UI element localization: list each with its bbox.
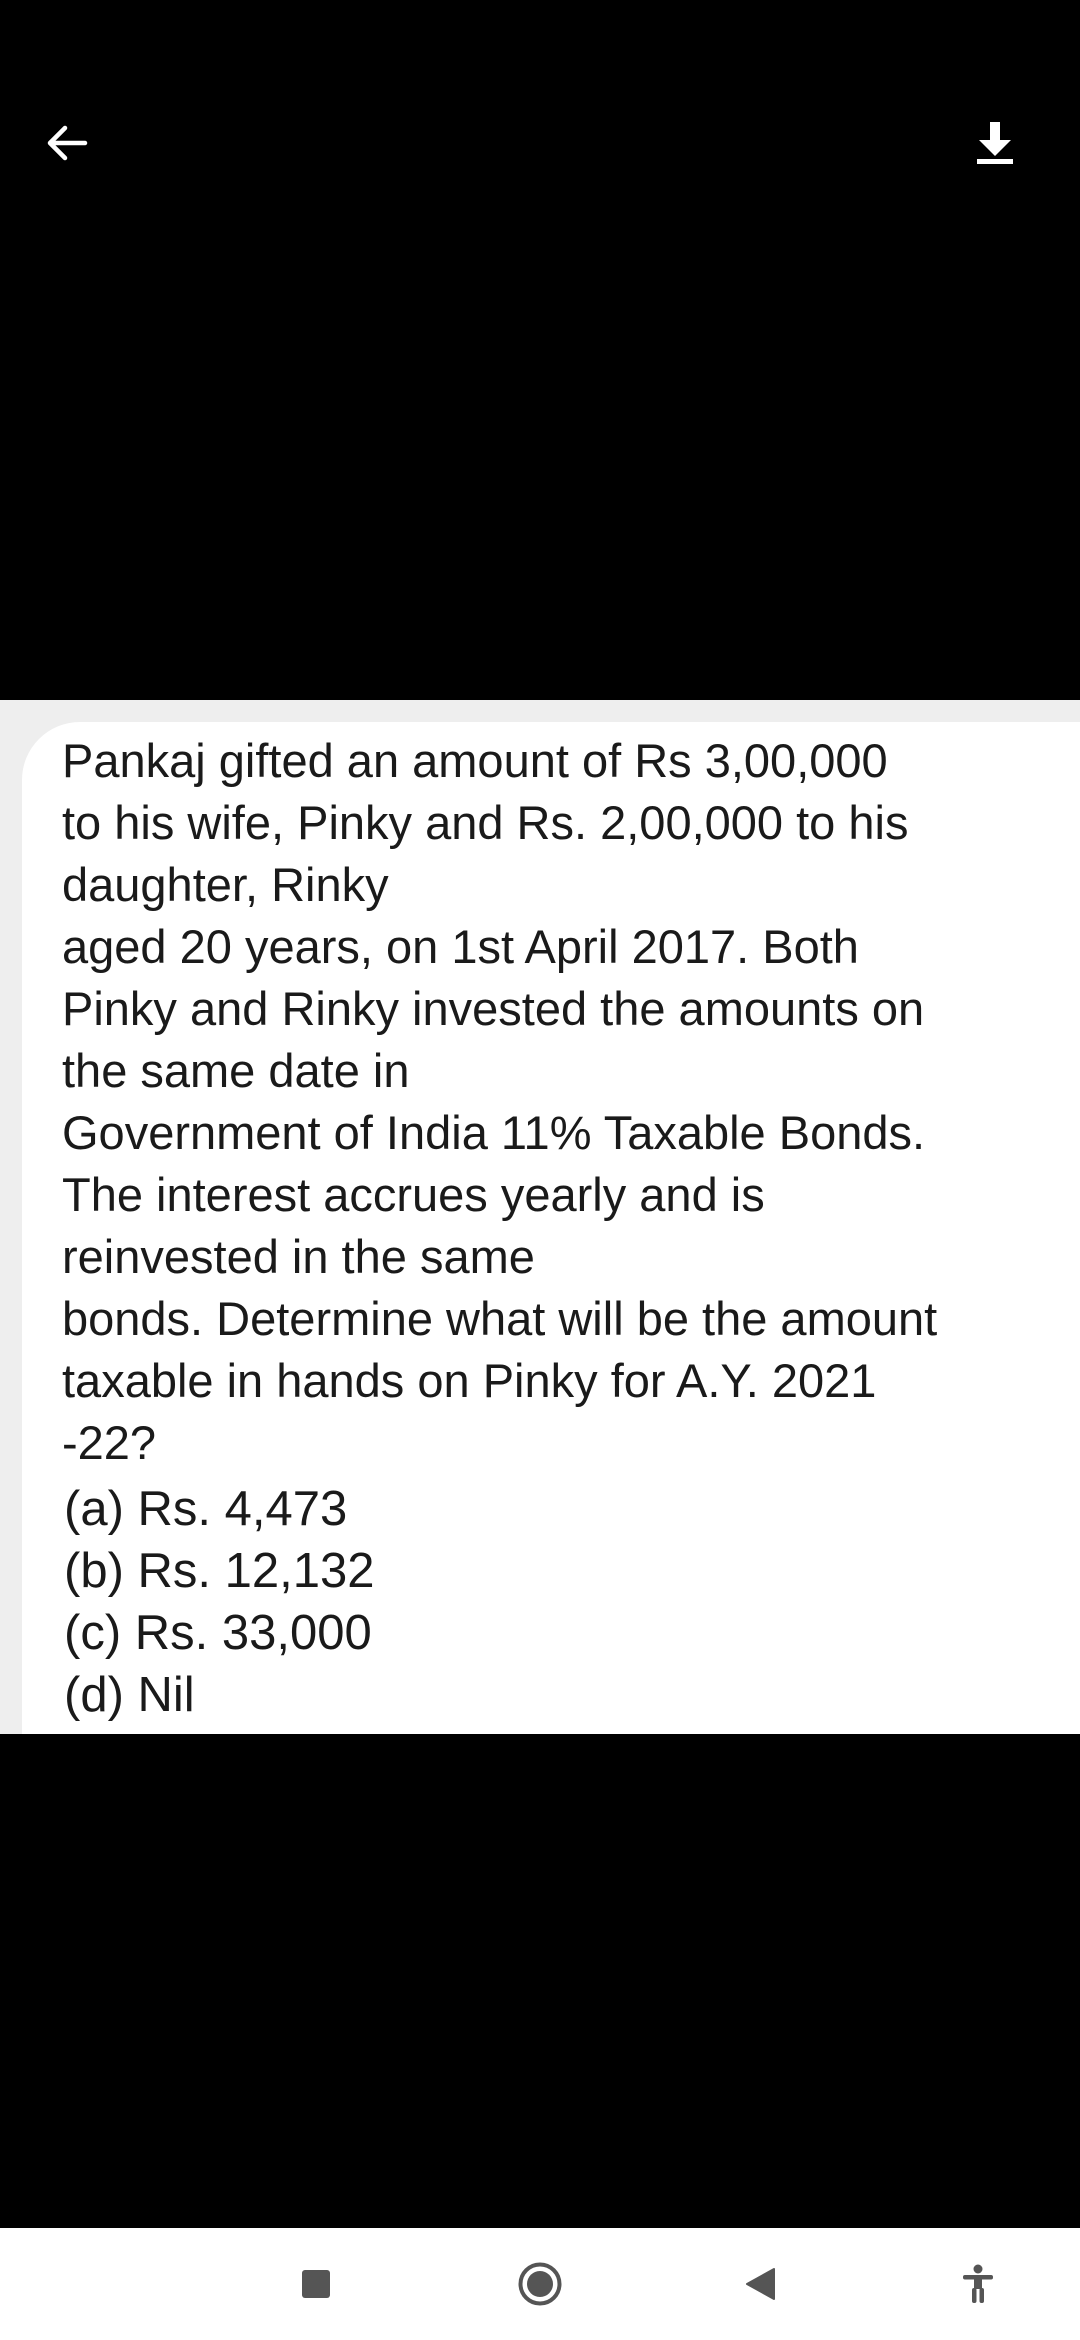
option-a: (a) Rs. 4,473 (64, 1482, 348, 1536)
question-line: the same date in (62, 1044, 410, 1097)
question-line: -22? (62, 1416, 157, 1469)
option-b: (b) Rs. 12,132 (64, 1544, 375, 1598)
question-line: The interest accrues yearly and is (62, 1168, 765, 1221)
question-line: Pankaj gifted an amount of Rs 3,00,000 (62, 734, 888, 787)
option-d: (d) Nil (64, 1668, 195, 1722)
question-line: daughter, Rinky (62, 858, 389, 911)
question-line: taxable in hands on Pinky for A.Y. 2021 (62, 1354, 877, 1407)
question-line: to his wife, Pinky and Rs. 2,00,000 to his (62, 796, 909, 849)
answer-options (64, 1478, 375, 1726)
home-button[interactable] (500, 2244, 580, 2324)
recents-button[interactable] (276, 2244, 356, 2324)
option-c: (c) Rs. 33,000 (64, 1606, 372, 1660)
question-text (62, 730, 1072, 1474)
accessibility-button[interactable] (938, 2244, 1018, 2324)
download-icon (975, 120, 1015, 166)
question-line: bonds. Determine what will be the amount (62, 1292, 938, 1345)
accessibility-icon (961, 2264, 995, 2304)
home-circle-icon (517, 2261, 563, 2307)
back-triangle-icon (744, 2267, 776, 2301)
question-line: Pinky and Rinky invested the amounts on (62, 982, 925, 1035)
question-line: aged 20 years, on 1st April 2017. Both (62, 920, 859, 973)
question-image (0, 700, 1080, 1734)
system-back-button[interactable] (720, 2244, 800, 2324)
question-line: reinvested in the same (62, 1230, 535, 1283)
viewer-toolbar (0, 0, 1080, 200)
back-button[interactable] (30, 106, 104, 180)
arrow-left-icon (45, 121, 89, 165)
question-line: Government of India 11% Taxable Bonds. (62, 1106, 926, 1159)
system-navigation-bar (0, 2228, 1080, 2340)
download-button[interactable] (958, 106, 1032, 180)
recents-square-icon (301, 2269, 331, 2299)
